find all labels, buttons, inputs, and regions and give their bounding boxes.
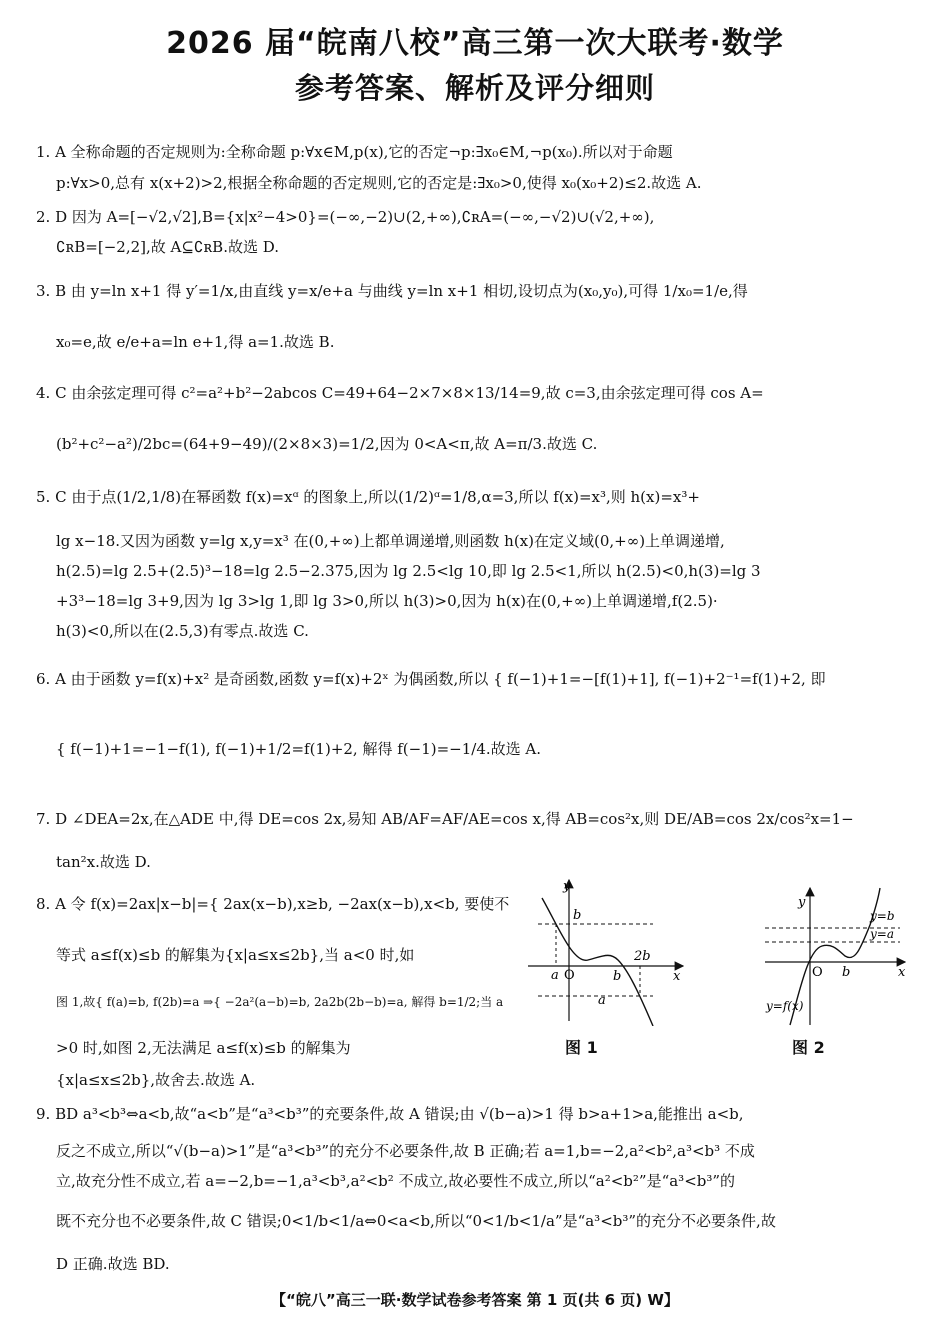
fig2-label-b-axis: b [842, 965, 851, 980]
fig2-label-o: O [812, 965, 823, 980]
fig1-label-y: y [563, 879, 571, 894]
figure-1-graph [528, 876, 688, 1026]
solution-6-line-1: 6. A 由于函数 y=f(x)+x² 是奇函数,函数 y=f(x)+2ˣ 为偶函数,所以 { f(−1)+1=−[f(1)+1], f(−1)+2⁻¹=f(1)+2, 即 [36, 670, 826, 688]
fig1-label-a-left: a [551, 968, 559, 983]
fig1-label-x: x [673, 969, 681, 984]
solution-8-line-1: 8. A 令 f(x)=2ax|x−b|={ 2ax(x−b),x≥b, −2ax(x−b),x<b, 要使不 [36, 895, 510, 913]
solution-5-line-1: 5. C 由于点(1/2,1/8)在幂函数 f(x)=xᵅ 的图象上,所以(1/2)ᵅ=1/8,α=3,所以 f(x)=x³,则 h(x)=x³+ [36, 488, 700, 506]
figure-2-graph [760, 880, 910, 1030]
fig1-label-2b: 2b [634, 949, 651, 964]
solution-1-line-2: p:∀x>0,总有 x(x+2)>2,根据全称命题的否定规则,它的否定是:∃x₀>0,使得 x₀(x₀+2)≤2.故选 A. [56, 174, 702, 192]
solution-9-line-5: D 正确.故选 BD. [56, 1255, 170, 1273]
solution-2-line-2: ∁ʀB=[−2,2],故 A⊆∁ʀB.故选 D. [56, 238, 279, 256]
solution-2-line-1: 2. D 因为 A=[−√2,√2],B={x|x²−4>0}=(−∞,−2)∪(2,+∞),∁ʀA=(−∞,−√2)∪(√2,+∞), [36, 208, 655, 226]
page-subtitle: 参考答案、解析及评分细则 [294, 71, 655, 105]
solution-9-line-2: 反之不成立,所以“√(b−a)>1”是“a³<b³”的充分不必要条件,故 B 正确;若 a=1,b=−2,a²<b²,a³<b³ 不成 [56, 1142, 755, 1160]
solution-4-line-2: (b²+c²−a²)/2bc=(64+9−49)/(2×8×3)=1/2,因为 0<A<π,故 A=π/3.故选 C. [56, 435, 598, 453]
page-title: 2026 届“皖南八校”高三第一次大联考·数学 [166, 26, 784, 61]
solution-3-line-1: 3. B 由 y=ln x+1 得 y′=1/x,由直线 y=x/e+a 与曲线 y=ln x+1 相切,设切点为(x₀,y₀),可得 1/x₀=1/e,得 [36, 282, 748, 300]
fig2-label-y: y [798, 895, 806, 910]
solution-8-line-4: >0 时,如图 2,无法满足 a≤f(x)≤b 的解集为 [56, 1039, 351, 1057]
solution-9-line-3: 立,故充分性不成立,若 a=−2,b=−1,a³<b³,a²<b² 不成立,故必要性不成立,所以“a²<b²”是“a³<b³”的 [56, 1172, 736, 1190]
page-footer: 【“皖八”高三一联·数学试卷参考答案 第 1 页(共 6 页) W】 [271, 1291, 679, 1309]
fig1-label-o: O [564, 968, 575, 983]
solution-5-line-5: h(3)<0,所以在(2.5,3)有零点.故选 C. [56, 622, 309, 640]
fig2-label-fx: y=f(x) [766, 999, 804, 1013]
solution-7-line-1: 7. D ∠DEA=2x,在△ADE 中,得 DE=cos 2x,易知 AB/AF=AF/AE=cos x,得 AB=cos²x,则 DE/AB=cos 2x/cos²x=1− [36, 810, 854, 828]
figure-1-caption: 图 1 [565, 1038, 598, 1057]
solution-3-line-2: x₀=e,故 e/e+a=ln e+1,得 a=1.故选 B. [56, 333, 335, 351]
solution-8-line-3: 图 1,故{ f(a)=b, f(2b)=a ⇒{ −2a²(a−b)=b, 2a2b(2b−b)=a, 解得 b=1/2;当 a [56, 995, 504, 1009]
fig2-label-ya: y=a [870, 927, 894, 941]
solution-8-line-5: {x|a≤x≤2b},故舍去.故选 A. [56, 1071, 256, 1089]
fig1-label-a-bottom: a [598, 993, 606, 1008]
solution-9-line-1: 9. BD a³<b³⇔a<b,故“a<b”是“a³<b³”的充要条件,故 A 错误;由 √(b−a)>1 得 b>a+1>a,能推出 a<b, [36, 1105, 744, 1123]
fig2-label-yb: y=b [870, 909, 895, 923]
solution-7-line-2: tan²x.故选 D. [56, 853, 151, 871]
solution-5-line-3: h(2.5)=lg 2.5+(2.5)³−18=lg 2.5−2.375,因为 lg 2.5<lg 10,即 lg 2.5<1,所以 h(2.5)<0,h(3)=lg 3 [56, 562, 761, 580]
fig1-label-b-top: b [573, 908, 582, 923]
solution-6-line-2: { f(−1)+1=−1−f(1), f(−1)+1/2=f(1)+2, 解得 f(−1)=−1/4.故选 A. [56, 740, 542, 758]
fig1-label-b-axis: b [613, 969, 622, 984]
solution-5-line-4: +3³−18=lg 3+9,因为 lg 3>lg 1,即 lg 3>0,所以 h(3)>0,因为 h(x)在(0,+∞)上单调递增,f(2.5)· [56, 592, 718, 610]
solution-1-line-1: 1. A 全称命题的否定规则为:全称命题 p:∀x∈M,p(x),它的否定¬p:∃x₀∈M,¬p(x₀).所以对于命题 [36, 143, 673, 161]
fig2-label-x: x [898, 965, 906, 980]
solution-9-line-4: 既不充分也不必要条件,故 C 错误;0<1/b<1/a⇔0<a<b,所以“0<1/b<1/a”是“a³<b³”的充分不必要条件,故 [56, 1212, 776, 1230]
solution-5-line-2: lg x−18.又因为函数 y=lg x,y=x³ 在(0,+∞)上都单调递增,则函数 h(x)在定义域(0,+∞)上单调递增, [56, 532, 725, 550]
figure-2-caption: 图 2 [792, 1038, 825, 1057]
solution-4-line-1: 4. C 由余弦定理可得 c²=a²+b²−2abcos C=49+64−2×7×8×13/14=9,故 c=3,由余弦定理可得 cos A= [36, 384, 764, 402]
solution-8-line-2: 等式 a≤f(x)≤b 的解集为{x|a≤x≤2b},当 a<0 时,如 [56, 946, 415, 964]
